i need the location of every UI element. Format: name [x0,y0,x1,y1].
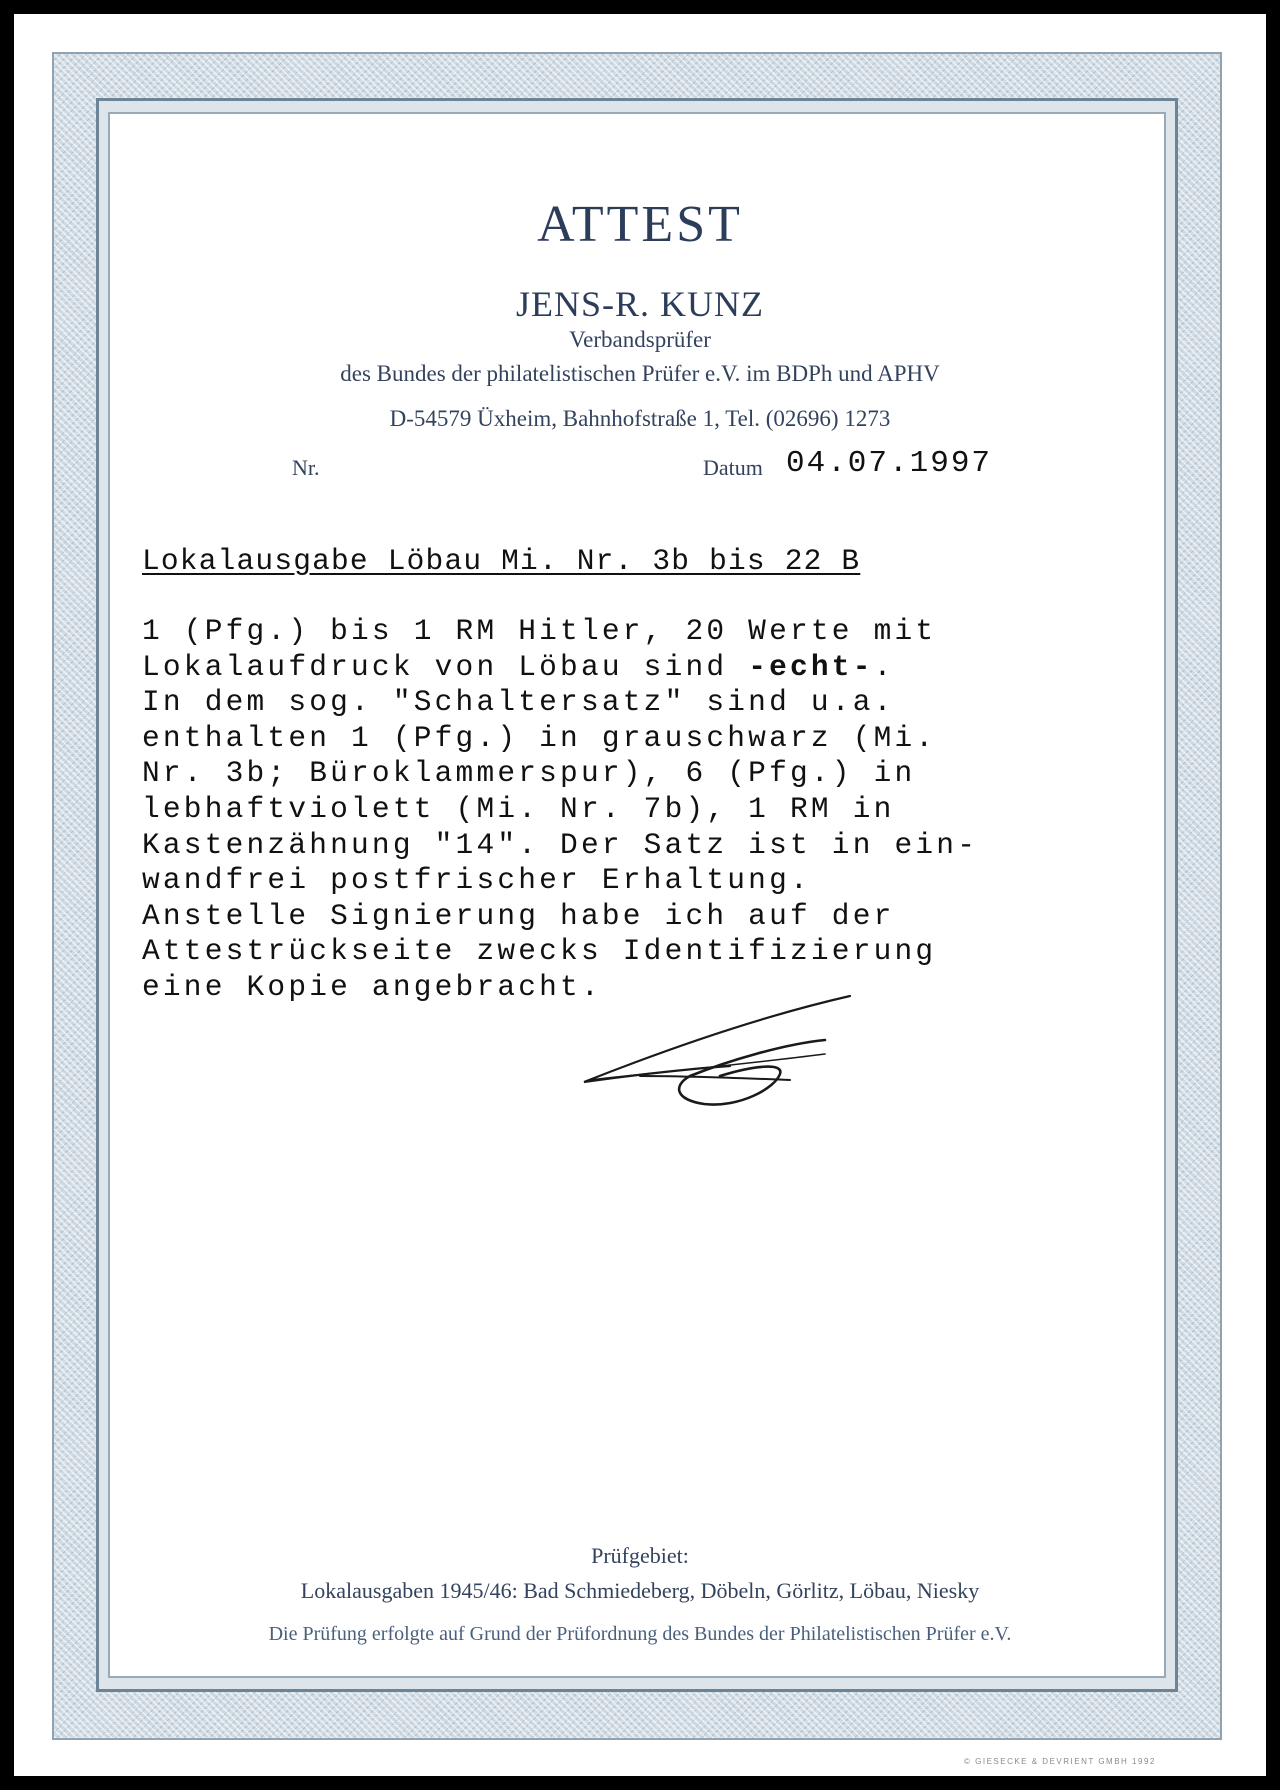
text-line: Attestrückseite zwecks Identifizierung [142,934,937,969]
certificate-heading: Lokalausgabe Löbau Mi. Nr. 3b bis 22 B [142,544,861,578]
signature-icon [580,990,860,1130]
genuine-verdict: -echt- [748,649,874,684]
date-label: Datum [703,455,763,480]
text-line: Kastenzähnung "14". Der Satz ist in ein- [142,827,979,862]
text-line: lebhaftviolett (Mi. Nr. 7b), 1 RM in [142,791,895,826]
federation-line: des Bundes der philatelistischen Prüfer e.V. im BDPh und APHV [340,361,940,386]
text-line: eine Kopie angebracht. [142,969,602,1004]
text-fragment: . [873,649,895,684]
text-line: Nr. 3b; Büroklammerspur), 6 (Pfg.) in [142,756,916,791]
address-line: D-54579 Üxheim, Bahnhofstraße 1, Tel. (02696) 1273 [389,406,891,431]
text-line: wandfrei postfrischer Erhaltung. [142,863,811,898]
date-value: 04.07.1997 [786,446,993,481]
examiner-role: Verbandsprüfer [569,327,711,352]
text-line: 1 (Pfg.) bis 1 RM Hitler, 20 Werte mit [142,614,937,648]
text-line: Anstelle Signierung habe ich auf der [142,898,895,933]
printer-imprint: © GIESECKE & DEVRIENT GMBH 1992 [964,1757,1156,1766]
scope-label: Prüfgebiet: [591,1543,689,1568]
scope-list: Lokalausgaben 1945/46: Bad Schmiedeberg, Döbeln, Görlitz, Löbau, Niesky [300,1578,980,1603]
certificate-title: ATTEST [537,196,743,253]
text-line: In dem sog. "Schaltersatz" sind u.a. [142,685,895,720]
text-line [142,650,1142,686]
rules-note: Die Prüfung erfolgte auf Grund der Prüfordnung des Bundes der Philatelistischen Prüfer e.V. [268,1623,1012,1645]
text-line: enthalten 1 (Pfg.) in grauschwarz (Mi. [142,720,937,755]
examiner-name: JENS-R. KUNZ [515,284,764,324]
number-label: Nr. [292,455,320,480]
text-fragment: Lokalaufdruck von Löbau sind [142,649,749,684]
certificate-text [142,614,1142,1006]
